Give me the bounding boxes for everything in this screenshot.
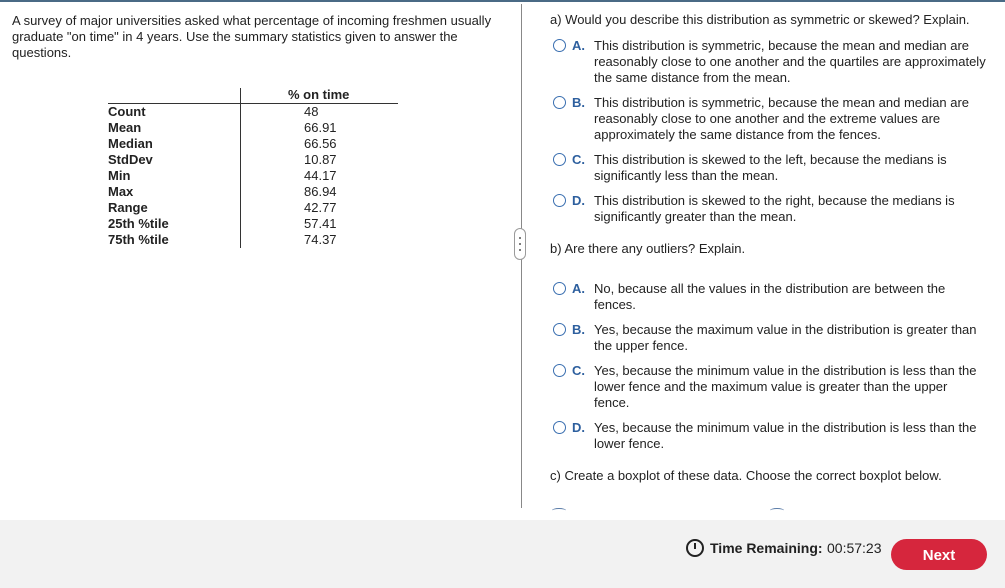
- table-row: [108, 120, 400, 136]
- stat-label: Range: [108, 200, 148, 215]
- stat-value: 57.41: [304, 216, 337, 231]
- clock-icon: [686, 539, 704, 557]
- partial-radio-icon: [552, 508, 566, 513]
- option-letter: C.: [572, 363, 585, 378]
- question-intro: A survey of major universities asked what percentage of incoming freshmen usually graduate "on time" in 4 years. Use the summary statistics given to answer the questions.: [12, 13, 492, 60]
- radio-button[interactable]: [553, 194, 566, 207]
- option-letter: C.: [572, 152, 585, 167]
- next-button[interactable]: Next: [891, 539, 987, 570]
- stat-value: 44.17: [304, 168, 337, 183]
- stat-label: Min: [108, 168, 131, 183]
- stat-value: 42.77: [304, 200, 337, 215]
- stat-value: 86.94: [304, 184, 337, 199]
- option-letter: B.: [572, 322, 585, 337]
- stat-label: 25th %tile: [108, 216, 169, 231]
- radio-button[interactable]: [553, 421, 566, 434]
- stat-value: 66.91: [304, 120, 337, 135]
- radio-button[interactable]: [553, 323, 566, 336]
- partial-radio-icon: [770, 508, 784, 513]
- option-letter: D.: [572, 420, 585, 435]
- stat-label: Max: [108, 184, 134, 199]
- stat-label: Count: [108, 104, 146, 119]
- table-row: [108, 184, 400, 200]
- stat-value: 66.56: [304, 136, 337, 151]
- table-row: [108, 104, 400, 120]
- table-row: [108, 136, 400, 152]
- summary-stats-table: [108, 88, 400, 250]
- stat-value: 48: [304, 104, 319, 119]
- pane-resize-handle[interactable]: [514, 228, 526, 260]
- radio-button[interactable]: [553, 364, 566, 377]
- handle-dot-icon: [519, 243, 521, 245]
- timer-label: Time Remaining:: [710, 540, 823, 556]
- option-text: This distribution is symmetric, because the mean and median are reasonably close to one another and the extreme values are approximately the same distance from the fences.: [594, 95, 970, 142]
- option-text: This distribution is skewed to the left, because the medians is significantly less than the mean.: [594, 152, 947, 183]
- radio-button[interactable]: [553, 153, 566, 166]
- stat-label: Mean: [108, 120, 142, 135]
- option-letter: A.: [572, 281, 585, 296]
- option-letter: B.: [572, 95, 585, 110]
- question-a: a) Would you describe this distribution as symmetric or skewed? Explain.: [550, 12, 970, 27]
- option-text: Yes, because the maximum value in the distribution is greater than the upper fence.: [594, 322, 977, 353]
- stat-value: 10.87: [304, 152, 337, 167]
- left-pane: [0, 2, 520, 510]
- timer-value: 00:57:23: [827, 540, 882, 556]
- option-text: Yes, because the minimum value in the distribution is less than the lower fence and the maximum value is greater than the upper fence.: [594, 363, 977, 410]
- handle-dot-icon: [519, 249, 521, 251]
- stat-label: Median: [108, 136, 153, 151]
- stat-value: 74.37: [304, 232, 337, 247]
- option-letter: D.: [572, 193, 585, 208]
- handle-dot-icon: [519, 237, 521, 239]
- option-letter: A.: [572, 38, 585, 53]
- table-row: [108, 200, 400, 216]
- radio-button[interactable]: [553, 282, 566, 295]
- table-row: [108, 216, 400, 232]
- table-row: [108, 232, 400, 248]
- table-row: [108, 152, 400, 168]
- option-text: No, because all the values in the distribution are between the fences.: [594, 281, 946, 312]
- question-c: c) Create a boxplot of these data. Choose the correct boxplot below.: [550, 468, 942, 483]
- column-header: % on time: [288, 87, 350, 102]
- footer-bar: [0, 520, 1005, 588]
- option-text: This distribution is skewed to the right, because the medians is significantly greater than the mean.: [594, 193, 955, 224]
- option-text: This distribution is symmetric, because the mean and median are reasonably close to one another and the quartiles are approximately the same distance from the mean.: [594, 38, 986, 85]
- radio-button[interactable]: [553, 96, 566, 109]
- stat-label: StdDev: [108, 152, 153, 167]
- question-b: b) Are there any outliers? Explain.: [550, 241, 746, 256]
- stat-label: 75th %tile: [108, 232, 169, 247]
- option-text: Yes, because the minimum value in the distribution is less than the lower fence.: [594, 420, 977, 451]
- table-row: [108, 168, 400, 184]
- radio-button[interactable]: [553, 39, 566, 52]
